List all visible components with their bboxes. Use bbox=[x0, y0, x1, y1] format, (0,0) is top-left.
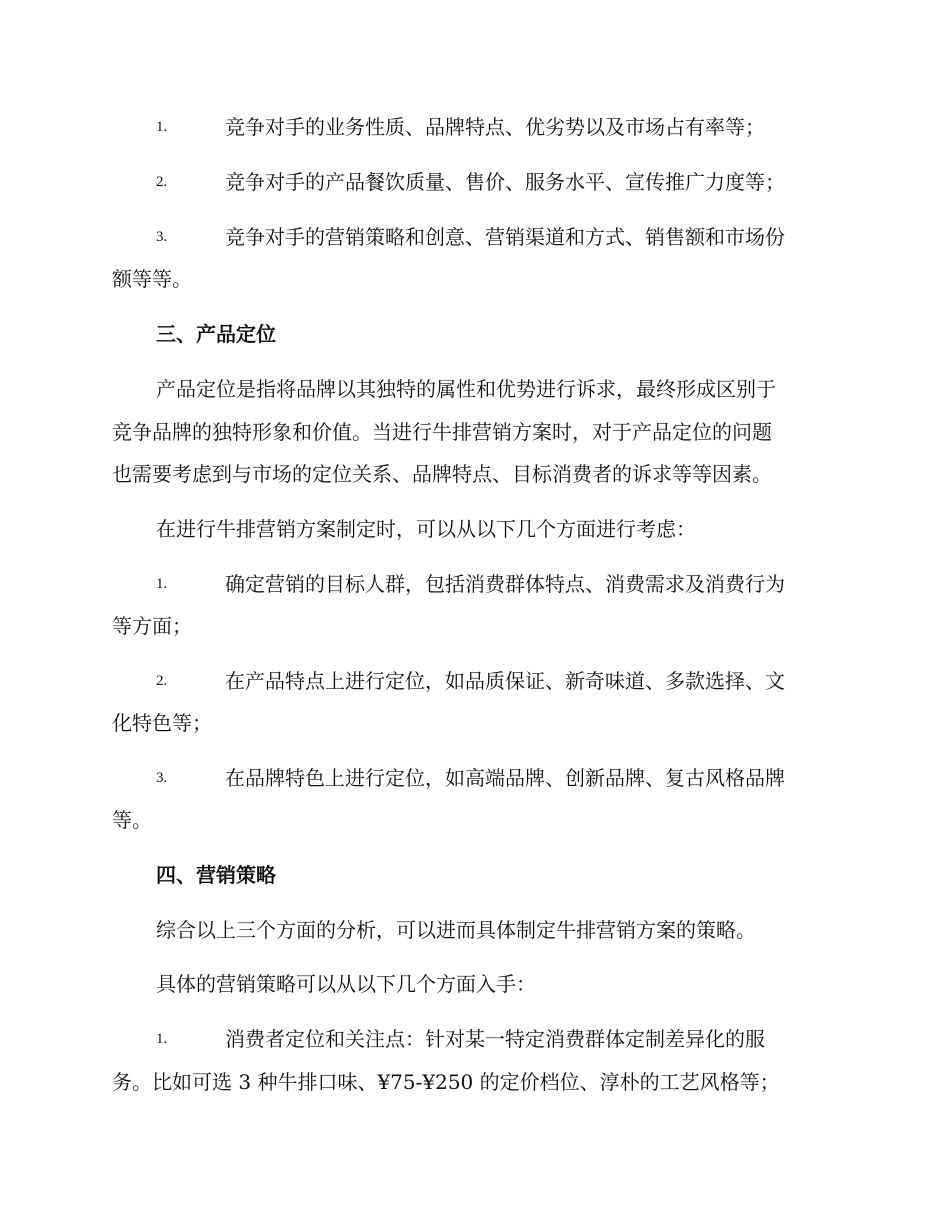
list-item-text: 竞争对手的业务性质、品牌特点、优劣势以及市场占有率等； bbox=[225, 115, 765, 139]
list-item-text: 在产品特点上进行定位，如品质保证、新奇味道、多款选择、文 bbox=[225, 669, 785, 693]
list-number: 1. bbox=[156, 119, 168, 135]
section-heading: 三、产品定位 bbox=[156, 322, 276, 346]
list-item-text: 消费者定位和关注点：针对某一特定消费群体定制差异化的服 bbox=[225, 1027, 765, 1051]
paragraph-line: 综合以上三个方面的分析，可以进而具体制定牛排营销方案的策略。 bbox=[156, 918, 756, 942]
list-number: 2. bbox=[156, 673, 168, 689]
list-number: 1. bbox=[156, 576, 168, 592]
section-heading: 四、营销策略 bbox=[156, 863, 276, 887]
list-item-text: 确定营销的目标人群，包括消费群体特点、消费需求及消费行为 bbox=[225, 572, 785, 596]
list-item-text-continuation: 化特色等； bbox=[112, 711, 212, 735]
paragraph-line: 具体的营销策略可以从以下几个方面入手： bbox=[156, 972, 536, 996]
list-item-text-continuation: 等方面； bbox=[112, 614, 192, 638]
list-item-text-continuation: 务。比如可选 3 种牛排口味、¥75-¥250 的定价档位、淳朴的工艺风格等； bbox=[112, 1070, 780, 1094]
list-number: 1. bbox=[156, 1031, 168, 1047]
list-number: 3. bbox=[156, 229, 168, 245]
paragraph-line: 也需要考虑到与市场的定位关系、品牌特点、目标消费者的诉求等等因素。 bbox=[112, 462, 772, 486]
list-item-text: 竞争对手的营销策略和创意、营销渠道和方式、销售额和市场份 bbox=[225, 225, 785, 249]
paragraph-line: 在进行牛排营销方案制定时，可以从以下几个方面进行考虑： bbox=[156, 517, 696, 541]
list-number: 2. bbox=[156, 174, 168, 190]
list-item-text: 竞争对手的产品餐饮质量、售价、服务水平、宣传推广力度等； bbox=[225, 170, 785, 194]
list-item-text-continuation: 额等等。 bbox=[112, 267, 192, 291]
list-item-text-continuation: 等。 bbox=[112, 808, 152, 832]
paragraph-line: 产品定位是指将品牌以其独特的属性和优势进行诉求，最终形成区别于 bbox=[156, 377, 776, 401]
list-item-text: 在品牌特色上进行定位，如高端品牌、创新品牌、复古风格品牌 bbox=[225, 766, 785, 790]
list-number: 3. bbox=[156, 770, 168, 786]
paragraph-line: 竞争品牌的独特形象和价值。当进行牛排营销方案时，对于产品定位的问题 bbox=[112, 420, 772, 444]
